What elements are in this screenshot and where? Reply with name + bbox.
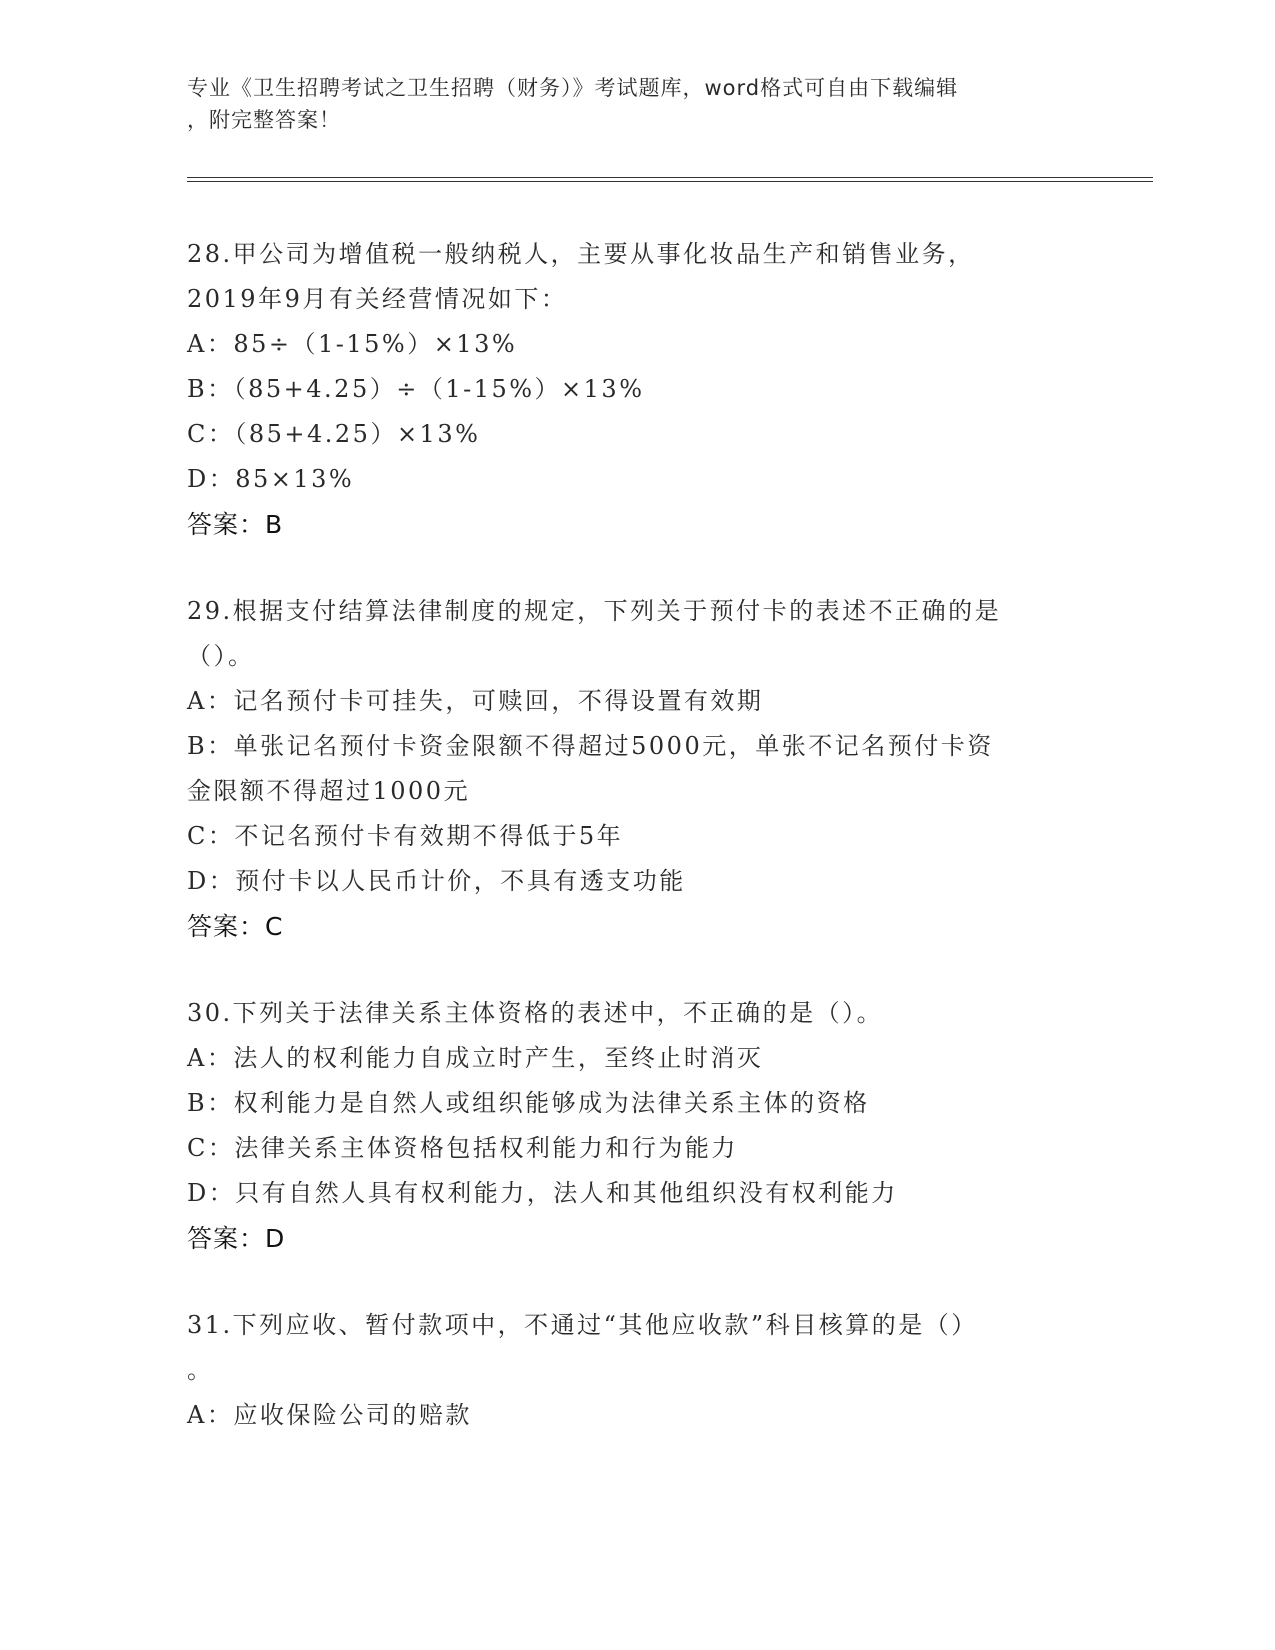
header-line-2: ，附完整答案！ [187, 108, 341, 132]
question-stem-line: 30.下列关于法律关系主体资格的表述中，不正确的是（）。 [187, 999, 884, 1027]
option-a [187, 679, 1087, 724]
header-divider-bottom [187, 181, 1153, 182]
option-line: A：法人的权利能力自成立时产生，至终止时消灭 [187, 1044, 764, 1072]
option-line: A：85÷（1-15%）×13% [187, 330, 518, 358]
option-line: B：（85+4.25）÷（1-15%）×13% [187, 375, 645, 403]
option-d [187, 1171, 1087, 1216]
question-stem [187, 991, 1087, 1036]
question-stem [187, 589, 1087, 679]
question-stem-line: 28.甲公司为增值税一般纳税人，主要从事化妆品生产和销售业务， [187, 240, 975, 268]
question-item [187, 232, 1087, 547]
answer-line [187, 502, 1087, 547]
option-line: A：记名预付卡可挂失，可赎回，不得设置有效期 [187, 687, 764, 715]
option-c [187, 1126, 1087, 1171]
answer-line [187, 904, 1087, 949]
option-d [187, 859, 1087, 904]
option-b [187, 724, 1087, 814]
option-c [187, 412, 1087, 457]
answer-line [187, 1216, 1087, 1261]
option-line: B：单张记名预付卡资金限额不得超过5000元，单张不记名预付卡资 [187, 732, 994, 760]
option-line: C：法律关系主体资格包括权利能力和行为能力 [187, 1134, 738, 1162]
option-line: D：85×13% [187, 465, 355, 493]
question-item [187, 1303, 1087, 1438]
option-c [187, 814, 1087, 859]
answer-label: 答案： [187, 1224, 266, 1253]
question-item [187, 991, 1087, 1261]
option-a [187, 1393, 1087, 1438]
answer-value: B [265, 510, 283, 539]
option-line: B：权利能力是自然人或组织能够成为法律关系主体的资格 [187, 1089, 870, 1117]
answer-label: 答案： [187, 510, 266, 539]
question-stem-line: 2019年9月有关经营情况如下： [187, 285, 568, 313]
question-item [187, 589, 1087, 949]
question-stem-line: （）。 [187, 642, 255, 670]
option-d [187, 457, 1087, 502]
option-a [187, 322, 1087, 367]
option-b [187, 367, 1087, 412]
option-b [187, 1081, 1087, 1126]
option-line: C：不记名预付卡有效期不得低于5年 [187, 822, 624, 850]
answer-value: D [265, 1224, 285, 1253]
header-divider-top [187, 177, 1153, 178]
header-line-1: 专业《卫生招聘考试之卫生招聘（财务）》考试题库，word格式可自由下载编辑 [187, 76, 959, 100]
option-line: C：（85+4.25）×13% [187, 420, 481, 448]
answer-label: 答案： [187, 912, 266, 941]
question-stem-line: 31.下列应收、暂付款项中，不通过“其他应收款”科目核算的是（） [187, 1311, 978, 1339]
option-line: A：应收保险公司的赔款 [187, 1401, 472, 1429]
option-line: 金限额不得超过1000元 [187, 777, 471, 805]
document-header [187, 72, 1087, 136]
answer-value: C [265, 912, 283, 941]
question-stem [187, 1303, 1087, 1393]
question-stem-line: 。 [187, 1356, 214, 1384]
question-list [187, 232, 1087, 1480]
option-line: D：只有自然人具有权利能力，法人和其他组织没有权利能力 [187, 1179, 898, 1207]
option-line: D：预付卡以人民币计价，不具有透支功能 [187, 867, 686, 895]
option-a [187, 1036, 1087, 1081]
question-stem [187, 232, 1087, 322]
question-stem-line: 29.根据支付结算法律制度的规定，下列关于预付卡的表述不正确的是 [187, 597, 1002, 625]
